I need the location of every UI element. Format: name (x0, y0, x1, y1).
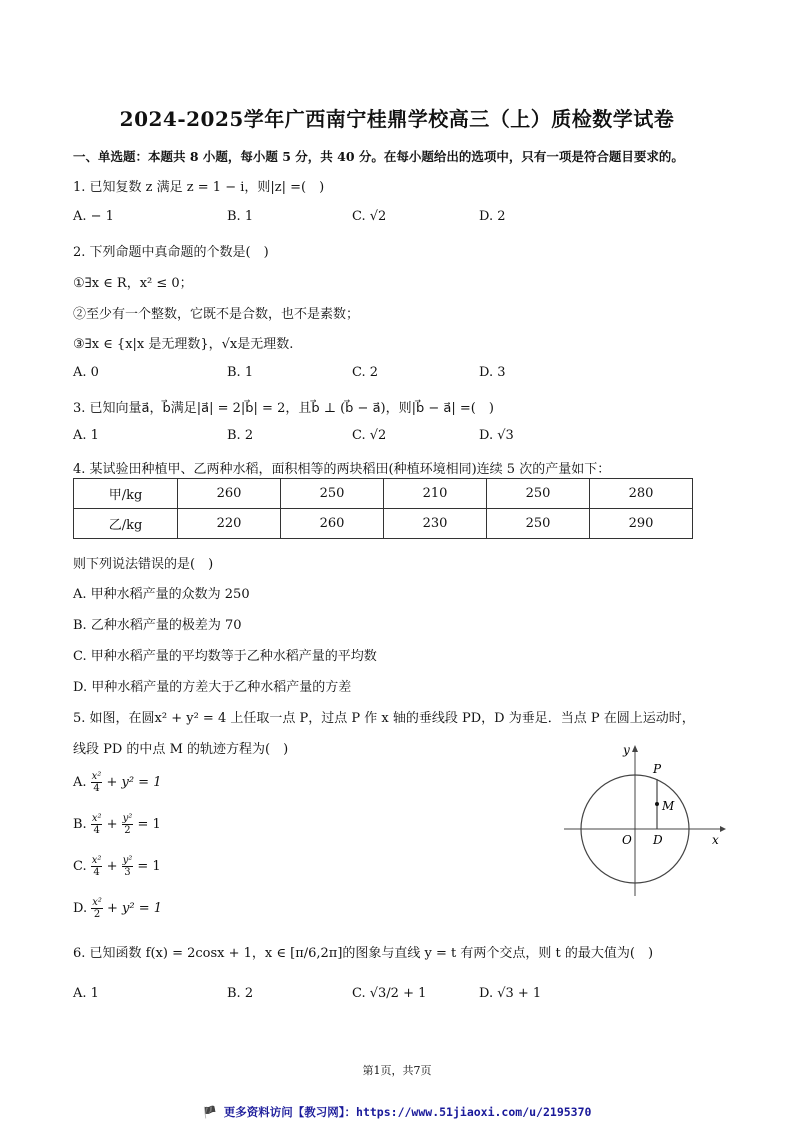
question-5-stem-line1: 5. 如图，在圆x² + y² = 4 上任取一点 P，过点 P 作 x 轴的垂线段 PD，D 为垂足．当点 P 在圆上运动时， (73, 711, 695, 726)
table-cell: 250 (487, 509, 590, 539)
q2-option-d: D. 3 (479, 365, 506, 380)
table-cell: 250 (487, 479, 590, 509)
q3-option-d: D. √3 (479, 428, 514, 443)
q6-option-d: D. √3 + 1 (479, 986, 542, 1001)
q3-option-b: B. 2 (227, 428, 254, 443)
table-cell: 230 (384, 509, 487, 539)
table-cell: 280 (590, 479, 693, 509)
q6-option-a: A. 1 (73, 986, 99, 1001)
q1-option-b: B. 1 (227, 209, 254, 224)
table-cell: 210 (384, 479, 487, 509)
q4-ask: 则下列说法错误的是( ) (73, 557, 214, 572)
table-row (74, 479, 693, 509)
q3-option-c: C. √2 (352, 428, 387, 443)
q2-item-1: ①∃x ∈ R，x² ≤ 0； (73, 276, 193, 291)
resource-banner-link[interactable]: 🏴 更多资料访问【教习网】：https://www.51jiaoxi.com/u/2195370 (202, 1105, 592, 1119)
q2-option-a: A. 0 (73, 365, 99, 380)
label-y: y (623, 743, 630, 757)
label-x: x (712, 833, 719, 847)
q4-option-a: A. 甲种水稻产量的众数为 250 (73, 587, 250, 602)
q2-item-3: ③∃x ∈ {x|x 是无理数}，√x是无理数. (73, 337, 294, 352)
x-axis-arrow (720, 826, 726, 832)
table-cell: 260 (178, 479, 281, 509)
yield-table (73, 478, 693, 539)
q5-option-b: B. $\frac{\text{x²}}{4}$ + $\frac{\text{y²}}{2}$ = 1 (73, 813, 161, 836)
q5-option-c: C. $\frac{\text{x²}}{4}$ + $\frac{\text{y²}}{3}$ = 1 (73, 855, 161, 878)
question-3-stem: 3. 已知向量a⃗，b⃗满足|a⃗| = 2|b⃗| = 2，且b⃗ ⊥ (b⃗ − a⃗)，则|b⃗ − a⃗| =( ) (73, 401, 494, 416)
label-o: O (622, 833, 632, 847)
q2-option-c: C. 2 (352, 365, 379, 380)
table-cell: 260 (281, 509, 384, 539)
label-d: D (653, 833, 663, 847)
q1-option-c: C. √2 (352, 209, 387, 224)
label-m: M (662, 799, 675, 813)
page-footer: 第1页，共7页 (362, 1064, 432, 1077)
table-cell: 250 (281, 479, 384, 509)
q2-item-2: ②至少有一个整数，它既不是合数，也不是素数； (73, 307, 360, 322)
q5-option-a: A. $\frac{\text{x²}}{4}$ + y² = 1 (73, 771, 162, 794)
q3-option-a: A. 1 (73, 428, 99, 443)
point-m (655, 802, 659, 806)
q6-option-c: C. √3/2 + 1 (352, 986, 427, 1001)
q4-option-c: C. 甲种水稻产量的平均数等于乙种水稻产量的平均数 (73, 649, 377, 664)
circle-figure (560, 740, 730, 900)
question-4-stem: 4. 某试验田种植甲、乙两种水稻，面积相等的两块稻田(种植环境相同)连续 5 次的产量如下： (73, 462, 611, 477)
q1-option-a: A. − 1 (73, 209, 114, 224)
question-6-stem: 6. 已知函数 f(x) = 2cosx + 1，x ∈ [π/6,2π]的图象与直线 y = t 有两个交点，则 t 的最大值为( ) (73, 946, 654, 961)
q2-option-b: B. 1 (227, 365, 254, 380)
table-cell: 290 (590, 509, 693, 539)
table-cell: 甲/kg (74, 479, 178, 509)
page-title: 2024-2025学年广西南宁桂鼎学校高三（上）质检数学试卷 (119, 107, 675, 131)
question-2-stem: 2. 下列命题中真命题的个数是( ) (73, 245, 269, 260)
y-axis-arrow (632, 745, 638, 752)
q1-option-d: D. 2 (479, 209, 506, 224)
table-cell: 220 (178, 509, 281, 539)
question-1-stem: 1. 已知复数 z 满足 z = 1 − i，则|z| =( ) (73, 180, 325, 195)
table-row (74, 509, 693, 539)
q5-option-d: D. $\frac{\text{x²}}{2}$ + y² = 1 (73, 897, 163, 920)
q4-option-d: D. 甲种水稻产量的方差大于乙种水稻产量的方差 (73, 680, 352, 695)
label-p: P (653, 762, 662, 776)
section-heading: 一、单选题：本题共 8 小题，每小题 5 分，共 40 分。在每小题给出的选项中，只有一项是符合题目要求的。 (73, 149, 684, 164)
question-5-stem-line2: 线段 PD 的中点 M 的轨迹方程为( ) (73, 742, 289, 757)
table-cell: 乙/kg (74, 509, 178, 539)
q4-option-b: B. 乙种水稻产量的极差为 70 (73, 618, 242, 633)
q6-option-b: B. 2 (227, 986, 254, 1001)
